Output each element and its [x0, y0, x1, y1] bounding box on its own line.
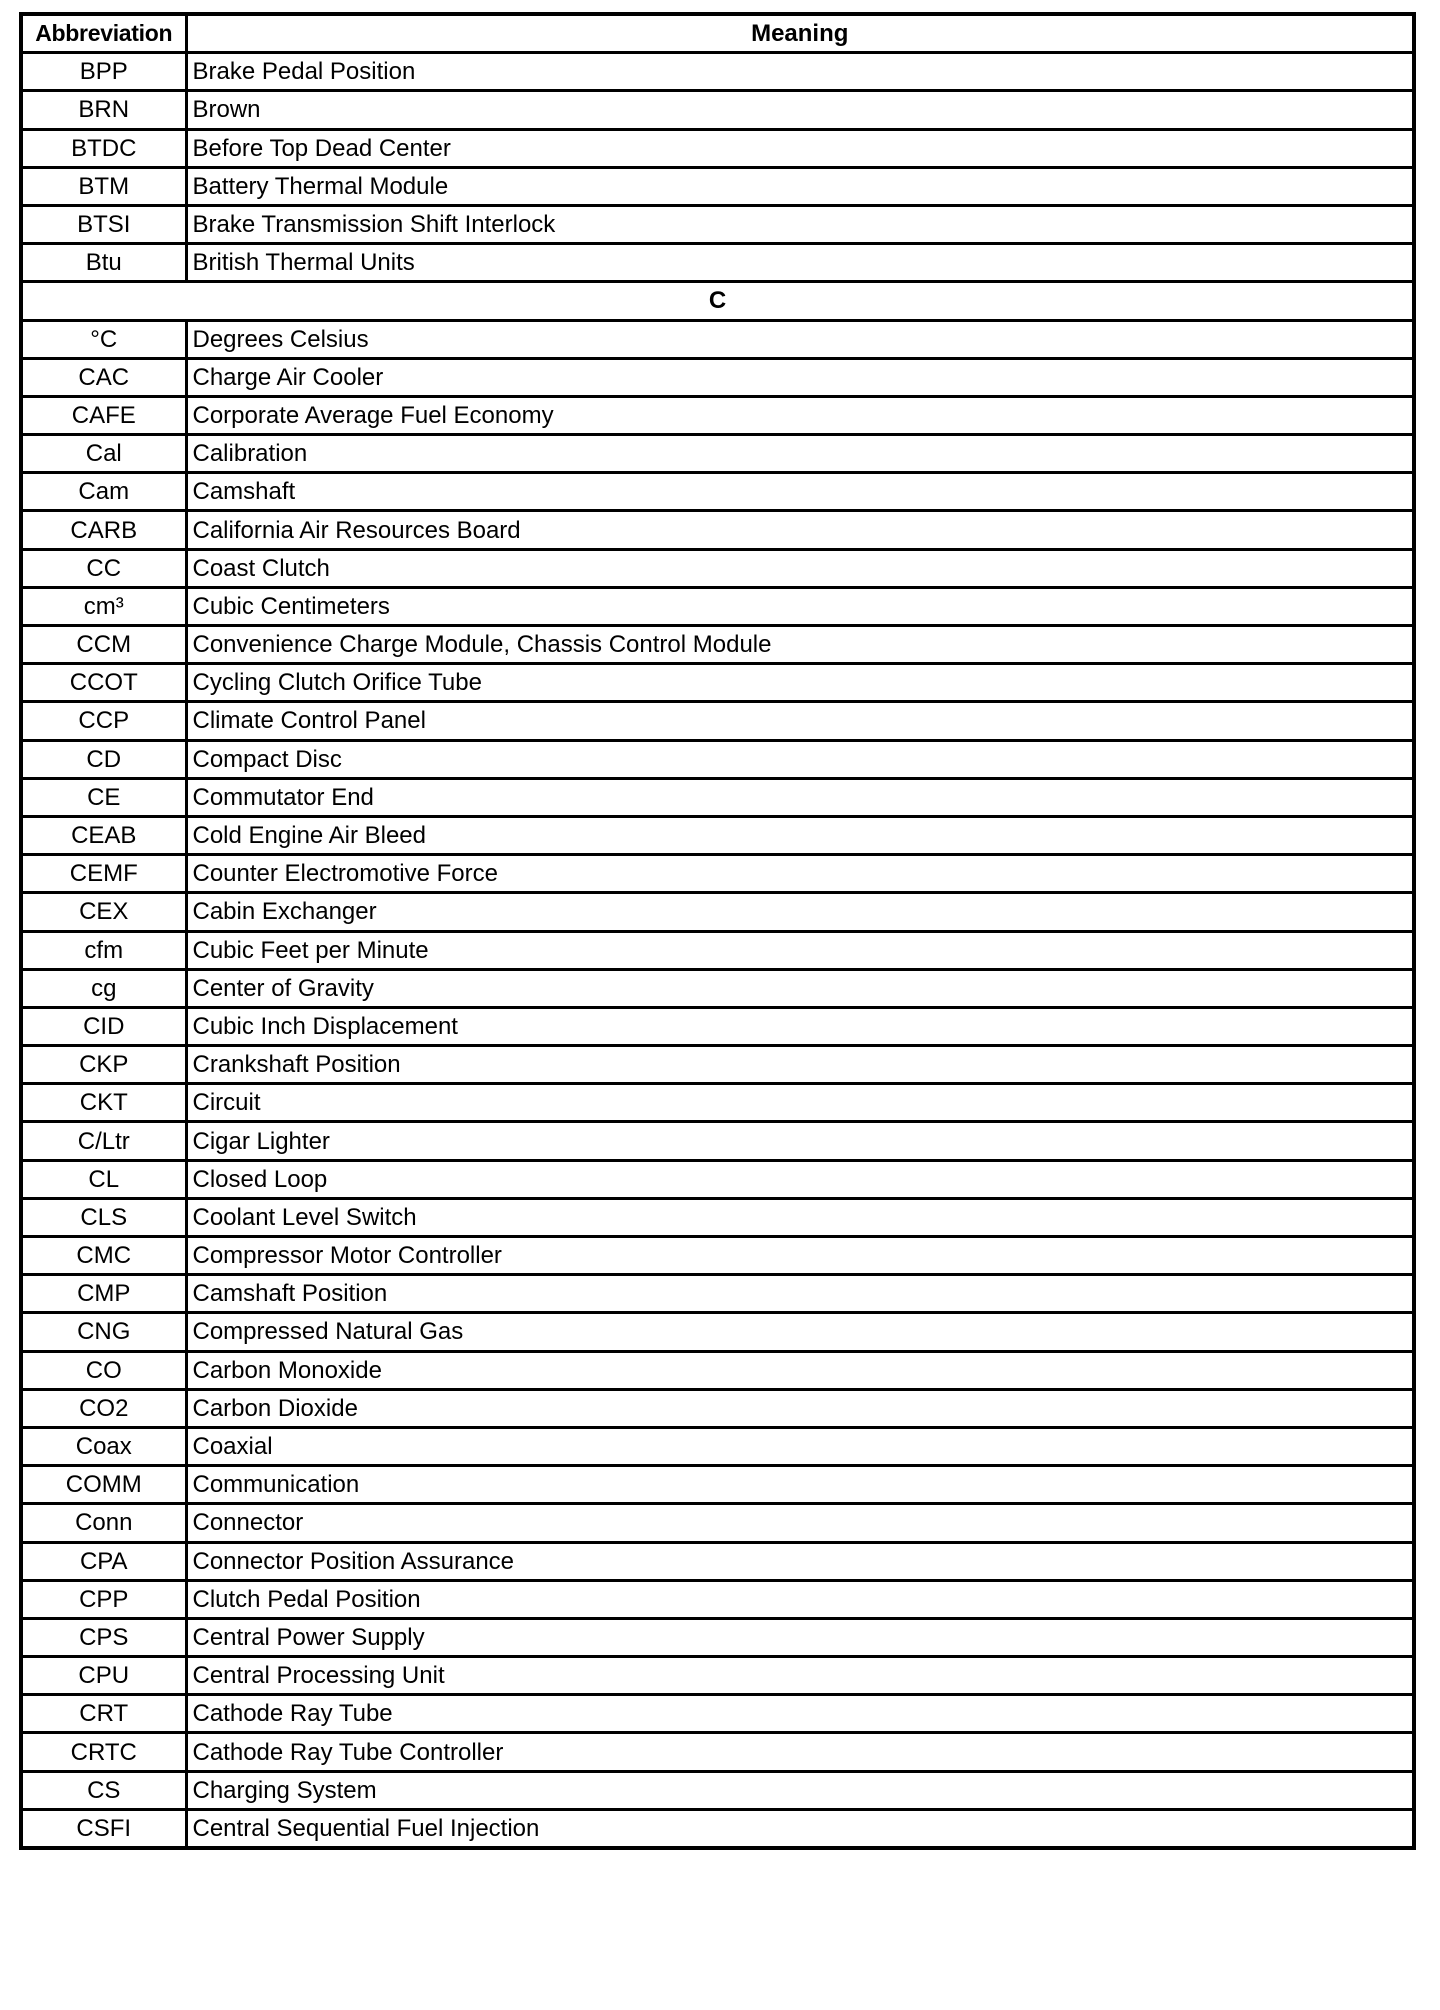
abbreviation-cell: CMP: [21, 1275, 186, 1313]
table-row: [21, 702, 1414, 740]
abbreviation-cell: BTDC: [21, 129, 186, 167]
meaning-cell: California Air Resources Board: [186, 511, 1414, 549]
table-row: [21, 855, 1414, 893]
table-row: [21, 1046, 1414, 1084]
table-row: [21, 664, 1414, 702]
meaning-cell: Central Power Supply: [186, 1618, 1414, 1656]
abbreviation-cell: CSFI: [21, 1809, 186, 1848]
meaning-cell: Coast Clutch: [186, 549, 1414, 587]
table-row: [21, 511, 1414, 549]
meaning-cell: Circuit: [186, 1084, 1414, 1122]
meaning-cell: Central Processing Unit: [186, 1657, 1414, 1695]
abbreviation-cell: CRT: [21, 1695, 186, 1733]
table-row: [21, 1313, 1414, 1351]
abbreviation-cell: CL: [21, 1160, 186, 1198]
table-row: [21, 1695, 1414, 1733]
meaning-cell: Compressor Motor Controller: [186, 1237, 1414, 1275]
meaning-cell: Charge Air Cooler: [186, 358, 1414, 396]
meaning-cell: Cathode Ray Tube: [186, 1695, 1414, 1733]
table-row: [21, 1504, 1414, 1542]
abbreviation-cell: CCP: [21, 702, 186, 740]
table-row: [21, 816, 1414, 854]
table-row: [21, 53, 1414, 91]
abbreviation-cell: Cal: [21, 435, 186, 473]
table-row: [21, 1733, 1414, 1771]
meaning-cell: Counter Electromotive Force: [186, 855, 1414, 893]
table-row: [21, 1389, 1414, 1427]
meaning-cell: Connector Position Assurance: [186, 1542, 1414, 1580]
meaning-cell: Coolant Level Switch: [186, 1198, 1414, 1236]
column-header-abbreviation: Abbreviation: [21, 14, 186, 53]
table-row: [21, 91, 1414, 129]
meaning-cell: Carbon Monoxide: [186, 1351, 1414, 1389]
meaning-cell: Corporate Average Fuel Economy: [186, 396, 1414, 434]
abbreviation-cell: Conn: [21, 1504, 186, 1542]
meaning-cell: Connector: [186, 1504, 1414, 1542]
meaning-cell: Cabin Exchanger: [186, 893, 1414, 931]
abbreviation-cell: CLS: [21, 1198, 186, 1236]
abbreviation-cell: CS: [21, 1771, 186, 1809]
abbreviation-cell: CCM: [21, 626, 186, 664]
abbreviation-cell: CNG: [21, 1313, 186, 1351]
table-row: [21, 931, 1414, 969]
table-row: [21, 1160, 1414, 1198]
table-header-row: [21, 14, 1414, 53]
table-row: [21, 1275, 1414, 1313]
table-row: [21, 549, 1414, 587]
meaning-cell: Climate Control Panel: [186, 702, 1414, 740]
meaning-cell: Battery Thermal Module: [186, 167, 1414, 205]
abbreviation-cell: CE: [21, 778, 186, 816]
table-row: [21, 358, 1414, 396]
meaning-cell: Brown: [186, 91, 1414, 129]
abbreviation-cell: CEAB: [21, 816, 186, 854]
abbreviation-cell: °C: [21, 320, 186, 358]
table-row: [21, 893, 1414, 931]
meaning-cell: Camshaft: [186, 473, 1414, 511]
abbreviation-cell: Coax: [21, 1427, 186, 1465]
meaning-cell: Closed Loop: [186, 1160, 1414, 1198]
meaning-cell: Communication: [186, 1466, 1414, 1504]
abbreviation-cell: Cam: [21, 473, 186, 511]
table-row: [21, 1771, 1414, 1809]
abbreviation-cell: CEMF: [21, 855, 186, 893]
abbreviation-cell: C/Ltr: [21, 1122, 186, 1160]
meaning-cell: Cold Engine Air Bleed: [186, 816, 1414, 854]
meaning-cell: Crankshaft Position: [186, 1046, 1414, 1084]
meaning-cell: Degrees Celsius: [186, 320, 1414, 358]
abbreviation-cell: CEX: [21, 893, 186, 931]
meaning-cell: Central Sequential Fuel Injection: [186, 1809, 1414, 1848]
meaning-cell: Brake Transmission Shift Interlock: [186, 205, 1414, 243]
abbreviation-cell: CO2: [21, 1389, 186, 1427]
abbreviation-cell: CPS: [21, 1618, 186, 1656]
table-row: [21, 129, 1414, 167]
abbreviation-table: [19, 12, 1416, 1850]
table-row: [21, 587, 1414, 625]
abbreviation-cell: CO: [21, 1351, 186, 1389]
table-row: [21, 473, 1414, 511]
table-row: [21, 1580, 1414, 1618]
abbreviation-cell: CARB: [21, 511, 186, 549]
meaning-cell: Coaxial: [186, 1427, 1414, 1465]
abbreviation-cell: cm³: [21, 587, 186, 625]
meaning-cell: Cubic Centimeters: [186, 587, 1414, 625]
abbreviation-cell: BTM: [21, 167, 186, 205]
meaning-cell: Cigar Lighter: [186, 1122, 1414, 1160]
table-row: [21, 1237, 1414, 1275]
abbreviation-cell: CKP: [21, 1046, 186, 1084]
table-row: [21, 244, 1414, 282]
abbreviation-cell: CD: [21, 740, 186, 778]
abbreviation-cell: CPP: [21, 1580, 186, 1618]
abbreviation-cell: BPP: [21, 53, 186, 91]
abbreviation-cell: CCOT: [21, 664, 186, 702]
table-row: [21, 435, 1414, 473]
table-row: [21, 1198, 1414, 1236]
meaning-cell: Clutch Pedal Position: [186, 1580, 1414, 1618]
table-row: [21, 740, 1414, 778]
table-row: [21, 778, 1414, 816]
table-row: [21, 320, 1414, 358]
abbreviation-cell: CMC: [21, 1237, 186, 1275]
table-row: [21, 1351, 1414, 1389]
abbreviation-cell: CID: [21, 1007, 186, 1045]
abbreviation-cell: CAFE: [21, 396, 186, 434]
meaning-cell: Convenience Charge Module, Chassis Control Module: [186, 626, 1414, 664]
meaning-cell: Cathode Ray Tube Controller: [186, 1733, 1414, 1771]
table-row: [21, 1809, 1414, 1848]
meaning-cell: Carbon Dioxide: [186, 1389, 1414, 1427]
abbreviation-cell: CAC: [21, 358, 186, 396]
table-row: [21, 1084, 1414, 1122]
meaning-cell: Compressed Natural Gas: [186, 1313, 1414, 1351]
column-header-meaning: Meaning: [186, 14, 1414, 53]
table-row: [21, 1427, 1414, 1465]
table-row: [21, 1657, 1414, 1695]
abbreviation-cell: cg: [21, 969, 186, 1007]
abbreviation-cell: CPU: [21, 1657, 186, 1695]
table-body: [21, 53, 1414, 1848]
abbreviation-cell: BTSI: [21, 205, 186, 243]
meaning-cell: Calibration: [186, 435, 1414, 473]
table-row: [21, 1466, 1414, 1504]
abbreviation-cell: COMM: [21, 1466, 186, 1504]
table-row: [21, 1618, 1414, 1656]
table-row: [21, 167, 1414, 205]
abbreviation-cell: cfm: [21, 931, 186, 969]
table-row: [21, 969, 1414, 1007]
meaning-cell: Center of Gravity: [186, 969, 1414, 1007]
table-row: [21, 1007, 1414, 1045]
section-header-row: [21, 282, 1414, 320]
table-row: [21, 1122, 1414, 1160]
meaning-cell: Cycling Clutch Orifice Tube: [186, 664, 1414, 702]
abbreviation-cell: CPA: [21, 1542, 186, 1580]
table-row: [21, 626, 1414, 664]
meaning-cell: Before Top Dead Center: [186, 129, 1414, 167]
meaning-cell: Brake Pedal Position: [186, 53, 1414, 91]
table-row: [21, 396, 1414, 434]
abbreviation-cell: CC: [21, 549, 186, 587]
abbreviation-cell: CRTC: [21, 1733, 186, 1771]
table-row: [21, 1542, 1414, 1580]
meaning-cell: Charging System: [186, 1771, 1414, 1809]
abbreviation-cell: Btu: [21, 244, 186, 282]
abbreviation-cell: CKT: [21, 1084, 186, 1122]
section-letter: C: [21, 282, 1414, 320]
meaning-cell: Cubic Inch Displacement: [186, 1007, 1414, 1045]
meaning-cell: British Thermal Units: [186, 244, 1414, 282]
meaning-cell: Cubic Feet per Minute: [186, 931, 1414, 969]
table-row: [21, 205, 1414, 243]
meaning-cell: Compact Disc: [186, 740, 1414, 778]
meaning-cell: Camshaft Position: [186, 1275, 1414, 1313]
meaning-cell: Commutator End: [186, 778, 1414, 816]
abbreviation-cell: BRN: [21, 91, 186, 129]
